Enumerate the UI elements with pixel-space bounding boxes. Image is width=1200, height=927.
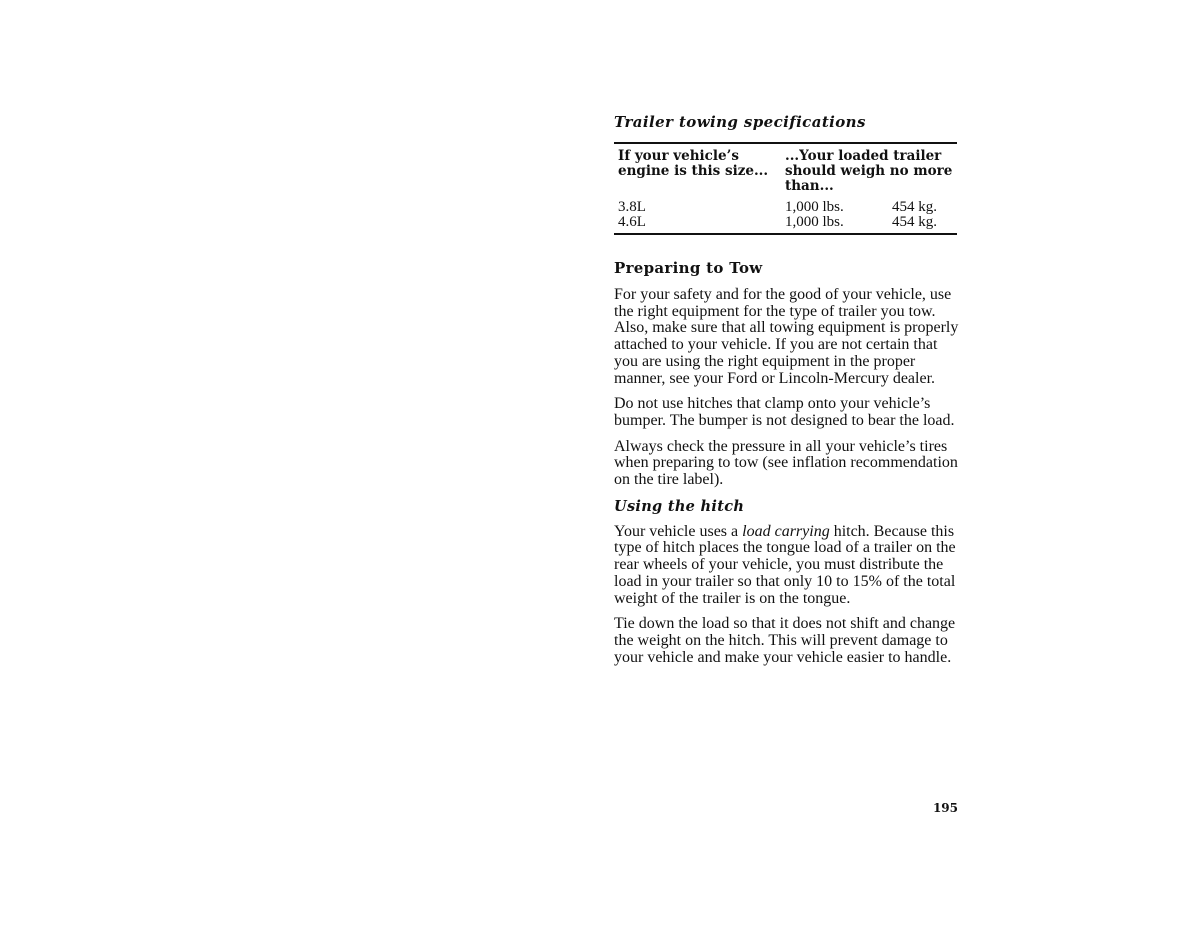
hitch-text-end: hitch. Because this type of hitch places the tongue load of a trailer on the rear wheels of your vehicle, you must distribute the load in your trailer so that only 10 to 15% of the total weight of the trailer is on the tongue.: [614, 522, 956, 607]
hitch-paragraph-1: [614, 524, 959, 608]
table-row: [614, 215, 957, 234]
towing-spec-table: [614, 142, 957, 235]
weight-lbs-cell: 1,000 lbs.: [785, 214, 844, 230]
weight-kg-cell: 454 kg.: [892, 199, 937, 215]
hitch-paragraph-2: Tie down the load so that it does not shift and change the weight on the hitch. This will prevent damage to your vehicle and make your vehicle easier to handle.: [614, 615, 956, 666]
preparing-heading: Preparing to Tow: [614, 259, 763, 277]
weight-lbs-cell: 1,000 lbs.: [785, 199, 844, 215]
table-header-row: [614, 143, 957, 200]
spec-title: Trailer towing specifications: [614, 113, 866, 131]
weight-kg-cell: 454 kg.: [892, 214, 937, 230]
engine-size-header: If your vehicle’s engine is this size...: [618, 148, 769, 179]
preparing-paragraph-3: Always check the pressure in all your vehicle’s tires when preparing to tow (see inflation recommendation on the tire label).: [614, 437, 958, 489]
engine-cell: 3.8L: [618, 199, 646, 215]
page-number: 195: [932, 801, 958, 815]
trailer-weight-header: ...Your loaded trailer should weigh no more than...: [785, 148, 953, 194]
table-row: [614, 200, 957, 215]
engine-cell: 4.6L: [618, 214, 646, 230]
text-column: [614, 112, 959, 675]
hitch-type-emphasis: load carrying: [742, 522, 830, 540]
preparing-paragraph-2: Do not use hitches that clamp onto your vehicle’s bumper. The bumper is not designed to bear the load.: [614, 395, 955, 429]
preparing-paragraph-1: For your safety and for the good of your vehicle, use the right equipment for the type of trailer you tow. Also, make sure that all towing equipment is properly attached to your vehicle. If you are not certain that you are using the right equipment in the proper manner, see your Ford or Lincoln-Mercury dealer.: [614, 286, 959, 387]
hitch-text-start: Your vehicle uses a: [614, 522, 743, 540]
hitch-heading: Using the hitch: [614, 497, 745, 515]
